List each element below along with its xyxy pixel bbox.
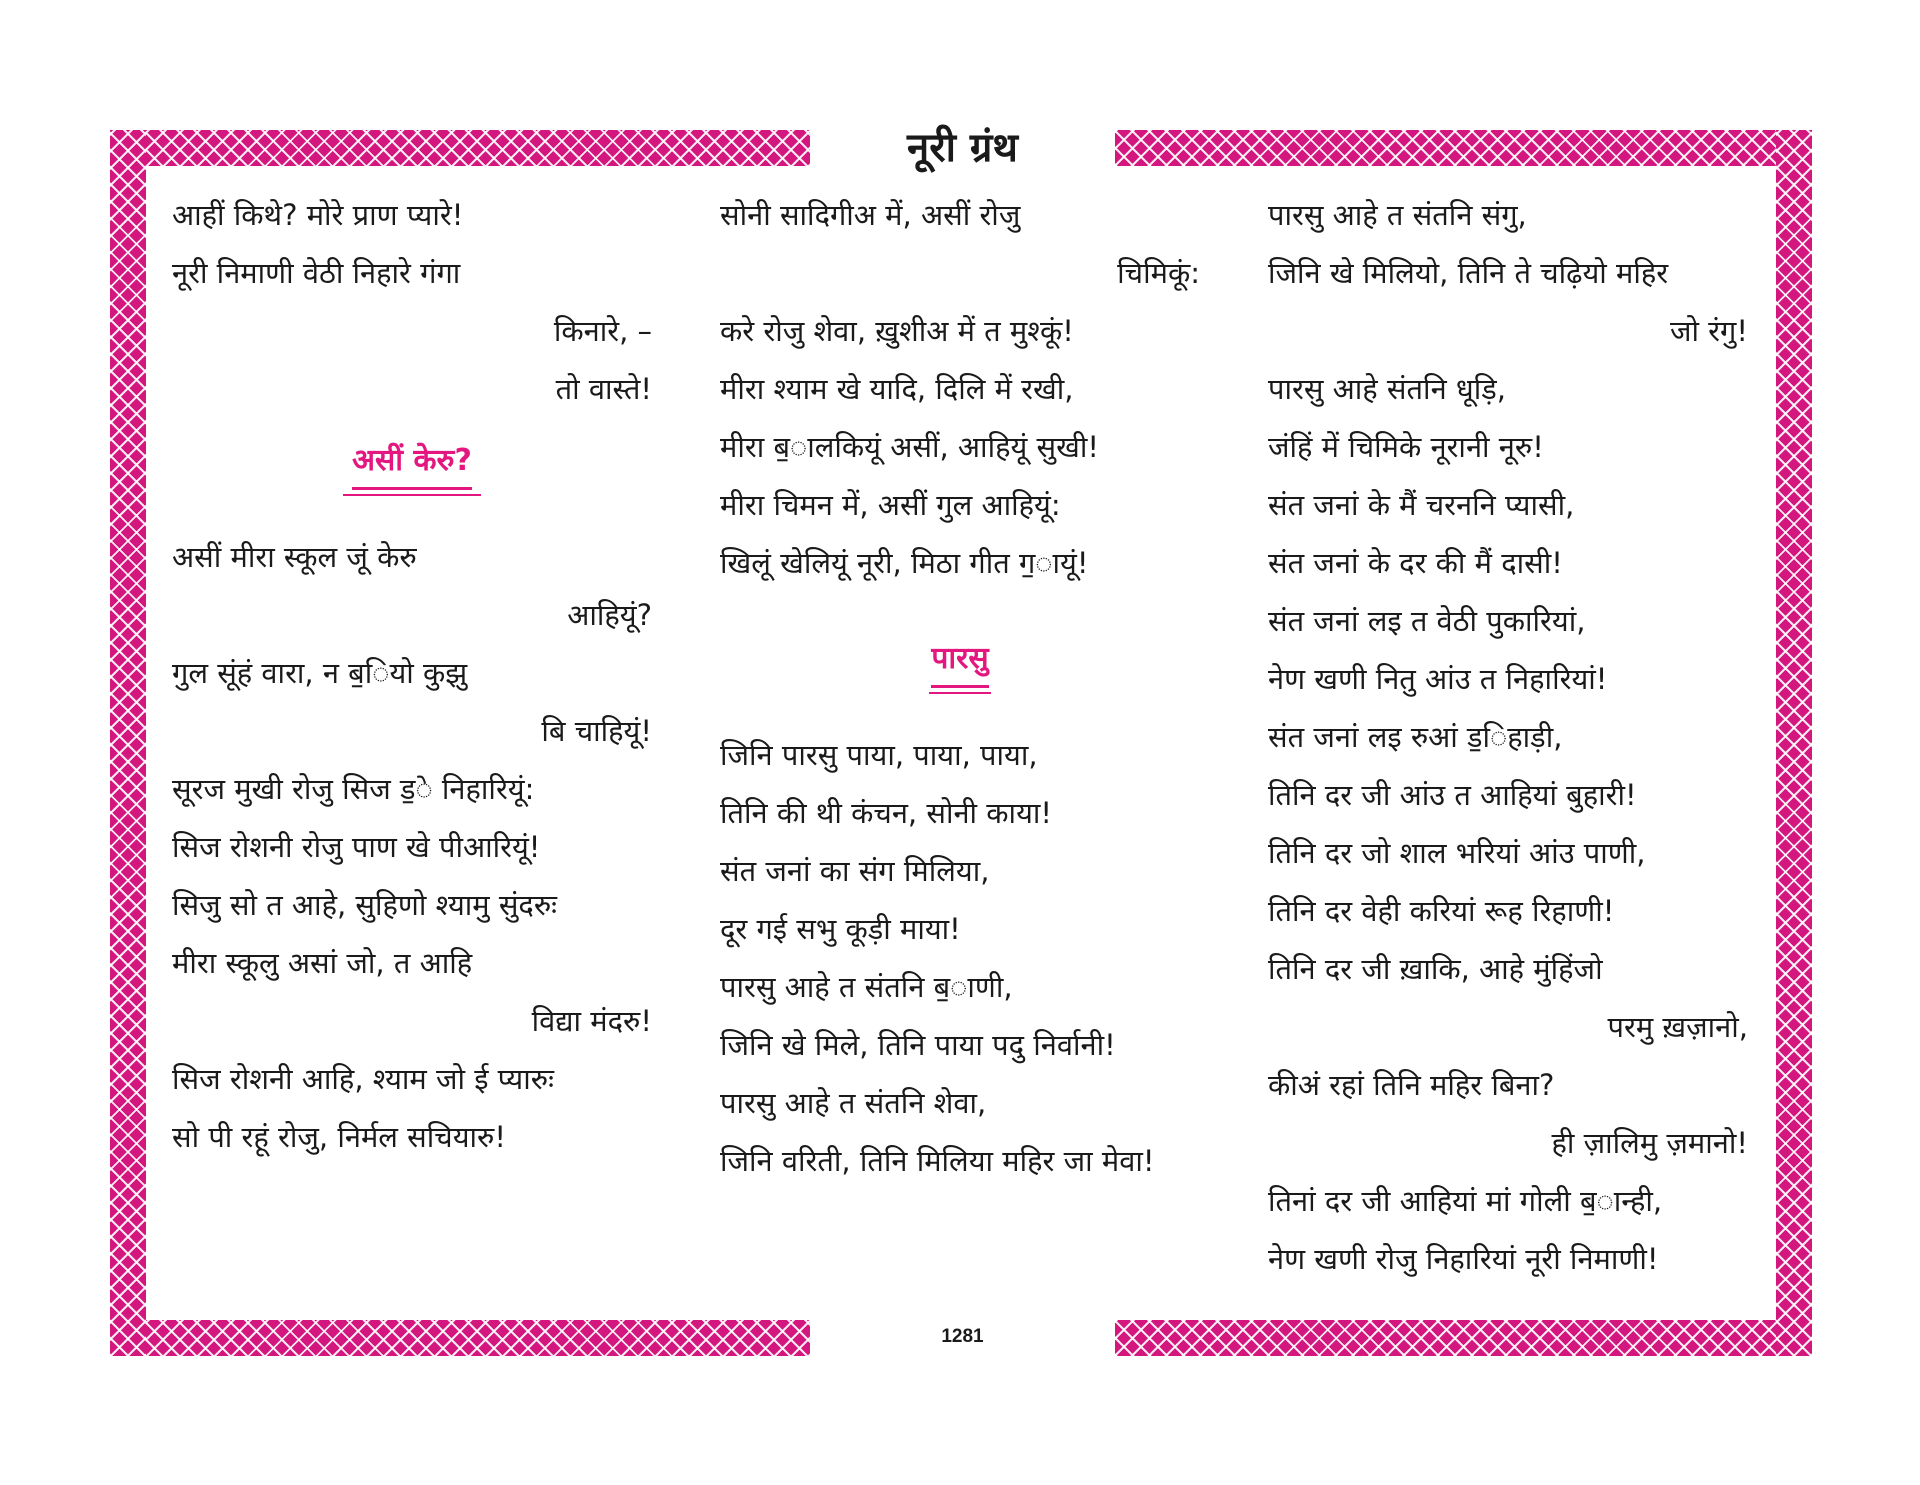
border-top-left <box>110 130 810 166</box>
poem-line: तिनि दर वेही करियां रूह रिहाणी! <box>1268 894 1615 928</box>
poem-line: आहीं किथे? मोरे प्राण प्यारे! <box>172 198 464 232</box>
poem-line: पारसु आहे त संतनि ब॒ाणी, <box>720 970 1013 1004</box>
poem-line: तिनि दर जी आंउ त आहियां बुहारी! <box>1268 778 1637 812</box>
poem-line: जिनि पारसु पाया, पाया, पाया, <box>720 738 1038 772</box>
poem-line: पारसु आहे त संतनि संगु, <box>1268 198 1527 232</box>
poem-line: मीरा स्कूलु असां जो, त आहि <box>172 946 473 980</box>
page-title: नूरी ग्रंथ <box>907 125 1018 171</box>
poem-line: जंहिं में चिमिके नूरानी नूरु! <box>1268 430 1544 464</box>
poem-line: चिमिकूं: <box>1117 256 1200 290</box>
poem-line: सिज रोशनी आहि, श्याम जो ई प्यारुः <box>172 1062 554 1096</box>
border-left <box>110 130 146 1356</box>
poem-line: संत जनां लइ त वेठी पुकारियां, <box>1268 604 1586 638</box>
section-heading-block <box>172 418 652 528</box>
poem-line: तिनां दर जी आहियां मां गोली ब॒ान्ही, <box>1268 1184 1663 1218</box>
section-heading-block <box>720 592 1200 726</box>
border-top-right <box>1115 130 1812 166</box>
poem-line: पारसु आहे त संतनि शेवा, <box>720 1086 987 1120</box>
poem-line: दूर गई सभु कूड़ी माया! <box>720 912 961 946</box>
poem-line: पारसु आहे संतनि धूड़ि, <box>1268 372 1506 406</box>
poem-line: सिज रोशनी रोजु पाण खे पीआरियूं! <box>172 830 541 864</box>
poem-line: जिनि वरिती, तिनि मिलिया महिर जा मेवा! <box>720 1144 1155 1178</box>
poem-line: आहियूं? <box>567 598 652 632</box>
poem-line: खिलूं खेलियूं नूरी, मिठा गीत ग॒ायूं! <box>720 546 1089 580</box>
poem-line: सूरज मुखी रोजु सिज ड॒े निहारियूं: <box>172 772 535 806</box>
poem-line: तिनि की थी कंचन, सोनी काया! <box>720 796 1053 830</box>
poem-line: संत जनां के मैं चरननि प्यासी, <box>1268 488 1575 522</box>
poem-line: जिनि खे मिले, तिनि पाया पदु निर्वानी! <box>720 1028 1116 1062</box>
section-heading: पारसु <box>931 636 988 688</box>
poem-line: कीअं रहां तिनि महिर बिना? <box>1268 1068 1555 1102</box>
poem-line: असीं मीरा स्कूल जूं केरु <box>172 540 417 574</box>
border-right <box>1776 130 1812 1356</box>
poem-line: जो रंगु! <box>1669 314 1748 348</box>
poem-line: संत जनां लइ रुआं ड॒िहाड़ी, <box>1268 720 1563 754</box>
poem-line: मीरा चिमन में, असीं गुल आहियूं: <box>720 488 1061 522</box>
poem-line: मीरा ब॒ालकियूं असीं, आहियूं सुखी! <box>720 430 1099 464</box>
poem-line: बि चाहियूं! <box>541 714 652 748</box>
page-number: 1281 <box>941 1326 984 1347</box>
column-2 <box>720 186 1200 1190</box>
poem-line: तिनि दर जो शाल भरियां आंउ पाणी, <box>1268 836 1646 870</box>
poem-line: तो वास्ते! <box>555 372 652 406</box>
poem-line: परमु ख़ज़ानो, <box>1607 1010 1748 1044</box>
poem-line: संत जनां का संग मिलिया, <box>720 854 990 888</box>
poem-line: सो पी रहूं रोजु, निर्मल सचियारु! <box>172 1120 506 1154</box>
poem-line: करे रोजु शेवा, ख़ुशीअ में त मुश्कूं! <box>720 314 1074 348</box>
poem-line: गुल सूंहं वारा, न ब॒ियो कुझु <box>172 656 468 690</box>
poem-line: विद्या मंदरु! <box>531 1004 652 1038</box>
poem-line: मीरा श्याम खे यादि, दिलि में रखी, <box>720 372 1074 406</box>
column-1 <box>172 186 652 1166</box>
poem-line: सिजु सो त आहे, सुहिणो श्यामु सुंदरुः <box>172 888 558 922</box>
poem-line: सोनी सादिगीअ में, असीं रोजु <box>720 198 1021 232</box>
heading-underline <box>929 692 991 694</box>
border-bottom-right <box>1115 1320 1812 1356</box>
column-3 <box>1268 186 1748 1288</box>
section-heading: असीं केरु? <box>352 438 472 490</box>
poem-line: ही ज़ालिमु ज़मानो! <box>1551 1126 1748 1160</box>
poem-line: तिनि दर जी ख़ाकि, आहे मुंहिंजो <box>1268 952 1603 986</box>
border-bottom-left <box>110 1320 810 1356</box>
poem-line: जिनि खे मिलियो, तिनि ते चढ़ियो महिर <box>1268 256 1669 290</box>
poem-line: नेण खणी नितु आंउ त निहारियां! <box>1268 662 1608 696</box>
poem-line: संत जनां के दर की मैं दासी! <box>1268 546 1563 580</box>
poem-line: नेण खणी रोजु निहारियां नूरी निमाणी! <box>1268 1242 1659 1276</box>
heading-underline <box>343 494 481 496</box>
poem-line: किनारे, – <box>553 314 652 348</box>
poem-line: नूरी निमाणी वेठी निहारे गंगा <box>172 256 461 290</box>
